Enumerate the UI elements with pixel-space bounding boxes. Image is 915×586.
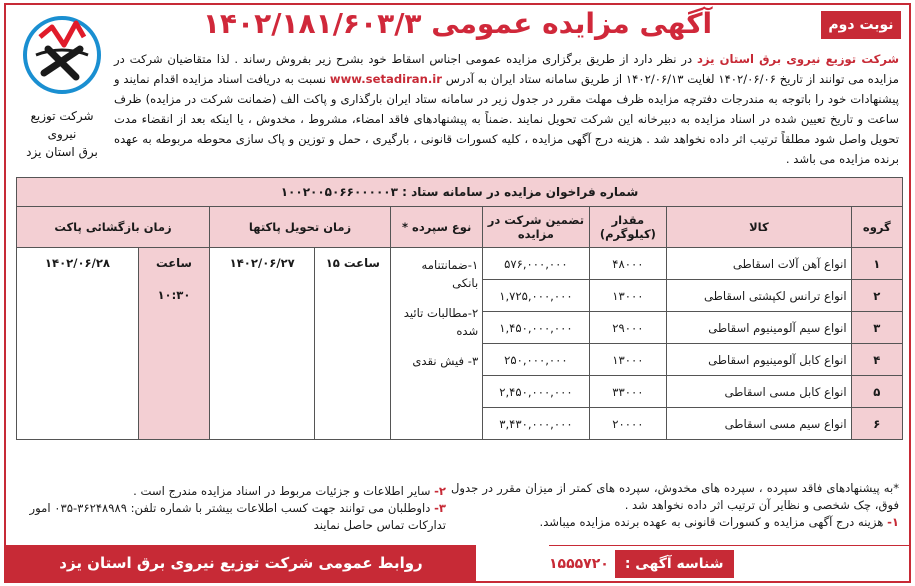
intro-text-1: در نظر دارد از طریق برگزاری مزایده عمومی اجناس اسقاط خود بشرح زیر بفروش رساند . لذا متقاضیان شرکت در مزایده می توانند از تاریخ ۱۴۰۲/۰۶/۰۶ لغایت ۱۴۰۲/۰۶/۱۳ از طریق سامانه ستاد ایران به آدرس: [114, 52, 900, 86]
row-qty: ۲۹۰۰۰: [589, 312, 667, 344]
note-2-number: ۲-: [434, 484, 446, 498]
row-qty: ۱۳۰۰۰: [589, 280, 667, 312]
note-3-number: ۳-: [434, 501, 446, 515]
footer-public-relations: روابط عمومی شرکت توزیع نیروی برق استان یزد: [6, 545, 476, 581]
note-2: [16, 483, 446, 500]
header-delivery: زمان تحویل پاکتها: [209, 207, 390, 248]
header-group: گروه: [851, 207, 902, 248]
row-qty: ۱۳۰۰۰: [589, 344, 667, 376]
call-number: شماره فراخوان مزایده در سامانه ستاد : ۱۰۰۲۰۰۵۰۶۶۰۰۰۰۰۳: [17, 178, 903, 207]
security-type-2: ۲-مطالبات تائید شده: [403, 306, 479, 338]
logo-caption-line2: برق استان یزد: [26, 145, 98, 159]
row-group: ۱: [851, 248, 902, 280]
header-guarantee: تضمین شرکت در مزایده: [483, 207, 589, 248]
round-badge: نوبت دوم: [821, 11, 901, 39]
note-3-text: داوطلبان می توانند جهت کسب اطلاعات بیشتر با شماره تلفن: ۳۶۲۴۸۹۸۹-۰۳۵ امور تدارکات تماس حاصل نمایند: [29, 501, 446, 532]
company-name: شرکت توزیع نیروی برق استان یزد: [696, 52, 899, 66]
opening-time-box: [138, 248, 209, 439]
row-group: ۳: [851, 312, 902, 344]
row-guarantee: ۲,۴۵۰,۰۰۰,۰۰۰: [483, 376, 589, 408]
row-group: ۴: [851, 344, 902, 376]
row-item: انواع آهن آلات اسقاطی: [667, 248, 851, 280]
security-types: [391, 248, 483, 440]
notice-frame: [4, 3, 911, 583]
footer-notice-id: [549, 545, 909, 581]
auction-table: [16, 177, 903, 440]
header-security: نوع سپرده *: [391, 207, 483, 248]
row-item: انواع ترانس لکپشتی اسقاطی: [667, 280, 851, 312]
security-type-1: ۱-ضمانتنامه بانکی: [421, 258, 479, 290]
row-qty: ۲۰۰۰۰: [589, 408, 667, 440]
header-opening: زمان بازگشائی پاکت: [17, 207, 210, 248]
row-item: انواع سیم مسی اسقاطی: [667, 408, 851, 440]
row-group: ۲: [851, 280, 902, 312]
row-guarantee: ۲۵۰,۰۰۰,۰۰۰: [483, 344, 589, 376]
note-star: *به پیشنهادهای فاقد سپرده ، سپرده های مخدوش، سپرده های کمتر از میزان مقرر در جدول فوق، چک شخصی و نظایر آن ترتیب اثر داده نخواهد شد .: [451, 481, 899, 512]
row-qty: ۳۳۰۰۰: [589, 376, 667, 408]
note-1: [451, 514, 899, 531]
row-guarantee: ۱,۴۵۰,۰۰۰,۰۰۰: [483, 312, 589, 344]
intro-text-2: نسبت به دریافت اسناد مزایده اقدام نمایند و پیشنهادات خود را باتوجه به مندرجات دفترچه مزایده ظرف مهلت مقرر در جدول زیر در سامانه ستاد ایران بارگذاری و پاکت الف (ضمانت شرکت در مزایده) ظرف ساعت و تاریخ تعیین شده در اسناد مزایده به دبیرخانه این شرکت تحویل نمایند .ضمناً به پیشنهادهای فاقد امضاء، مشروط ، مخدوش ، یا اینکه بعد از انقضاء مدت تحویل واصل شود مطلقاً ترتیب اثر داده نخواهد شد . هزینه درج آگهی مزایده ، کلیه کسورات قانونی ، بارگیری ، حمل و توزین و پاک سازی محوطه مربوطه به عهده برنده مزایده می باشد .: [114, 72, 899, 166]
table-row: [17, 248, 903, 280]
notice-id-label: شناسه آگهی :: [615, 550, 734, 578]
delivery-time: ساعت ۱۵: [315, 248, 391, 440]
opening-time: ۱۰:۳۰: [157, 288, 191, 302]
notes-right: [451, 480, 899, 531]
row-guarantee: ۳,۴۳۰,۰۰۰,۰۰۰: [483, 408, 589, 440]
row-guarantee: ۵۷۶,۰۰۰,۰۰۰: [483, 248, 589, 280]
notice-title: آگهی مزایده عمومی ۱۴۰۲/۱۸۱/۶۰۳/۳: [202, 7, 713, 40]
row-item: انواع سیم آلومینیوم اسقاطی: [667, 312, 851, 344]
row-guarantee: ۱,۷۲۵,۰۰۰,۰۰۰: [483, 280, 589, 312]
opening-cell: [17, 248, 210, 440]
row-qty: ۴۸۰۰۰: [589, 248, 667, 280]
header-qty: مقدار (کیلوگرم): [589, 207, 667, 248]
row-group: ۵: [851, 376, 902, 408]
row-item: انواع کابل مسی اسقاطی: [667, 376, 851, 408]
intro-paragraph: [114, 49, 899, 169]
note-1-text: هزینه درج آگهی مزایده و کسورات قانونی به عهده برنده مزایده میباشد.: [539, 515, 888, 529]
company-logo: [16, 15, 108, 161]
opening-time-label: ساعت: [155, 256, 192, 270]
note-1-number: ۱-: [887, 515, 899, 529]
delivery-date: ۱۴۰۲/۰۶/۲۷: [209, 248, 315, 440]
security-type-3: ۳- فیش نقدی: [412, 354, 479, 368]
row-group: ۶: [851, 408, 902, 440]
note-3: [16, 500, 446, 534]
header-item: کالا: [667, 207, 851, 248]
notice-id-value: ۱۵۵۵۷۲۰: [549, 555, 609, 572]
note-2-text: سایر اطلاعات و جزئیات مربوط در اسناد مزایده مندرج است .: [133, 484, 435, 498]
power-company-logo-icon: [22, 15, 102, 95]
notes-left: [16, 483, 446, 534]
logo-caption-line1: شرکت توزیع نیروی: [30, 109, 94, 141]
opening-date: ۱۴۰۲/۰۶/۲۸: [44, 256, 111, 270]
setad-url-link[interactable]: www.setadiran.ir: [329, 72, 442, 86]
row-item: انواع کابل آلومینیوم اسقاطی: [667, 344, 851, 376]
